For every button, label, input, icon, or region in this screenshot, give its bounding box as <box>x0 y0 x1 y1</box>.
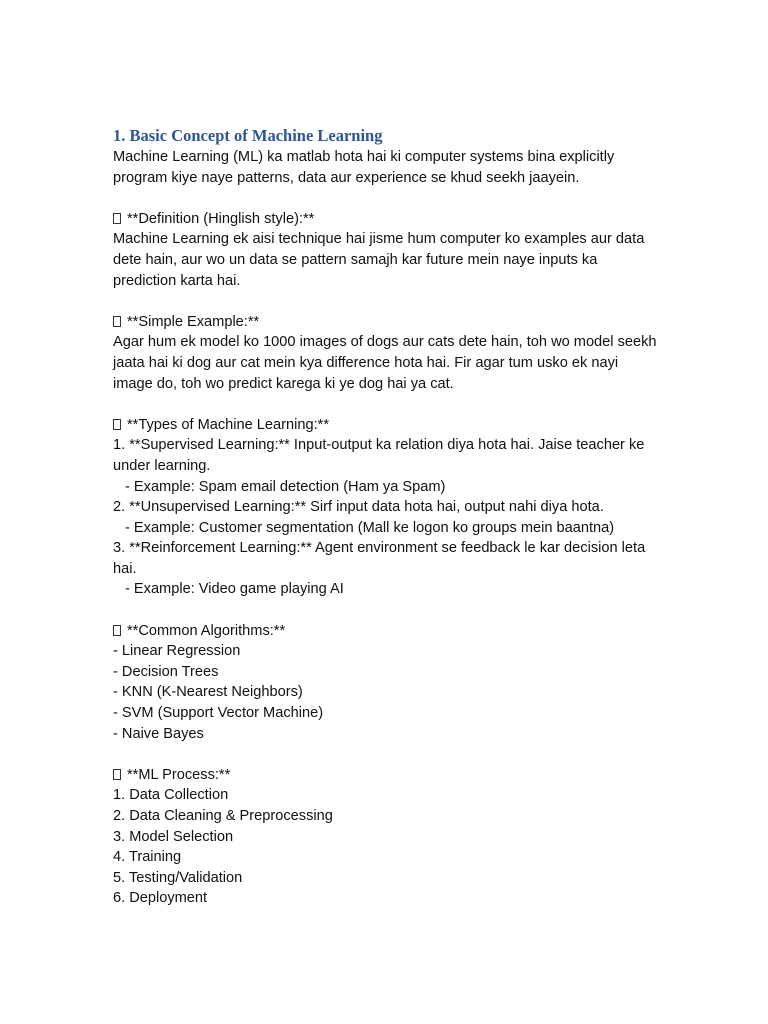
spacer <box>113 744 658 765</box>
missing-glyph-icon <box>113 769 121 780</box>
definition-title <box>113 209 658 230</box>
algorithm-item: - KNN (K-Nearest Neighbors) <box>113 684 303 701</box>
types-item-example: - Example: Spam email detection (Ham ya Spam) <box>125 478 446 495</box>
types-item: 1. **Supervised Learning:** Input-output ka relation diya hota hai. Jaise teacher ke under learning. <box>113 437 645 474</box>
types-item-example: - Example: Video game playing AI <box>125 581 344 598</box>
process-step: 6. Deployment <box>113 890 208 907</box>
types-item: 2. **Unsupervised Learning:** Sirf input data hota hai, output nahi diya hota. <box>113 499 604 516</box>
types-item: 3. **Reinforcement Learning:** Agent environment se feedback le kar decision leta hai. <box>113 540 646 577</box>
spacer <box>113 291 658 312</box>
types-title-text: **Types of Machine Learning:** <box>127 416 330 433</box>
missing-glyph-icon <box>113 625 121 636</box>
process-step: 5. Testing/Validation <box>113 869 243 886</box>
document-content <box>113 125 658 909</box>
process-step: 4. Training <box>113 849 182 866</box>
missing-glyph-icon <box>113 419 121 430</box>
spacer <box>113 188 658 209</box>
process-step: 3. Model Selection <box>113 828 234 845</box>
algorithm-item: - Naive Bayes <box>113 725 204 742</box>
algorithm-item: - Linear Regression <box>113 643 241 660</box>
process-step: 2. Data Cleaning & Preprocessing <box>113 808 333 824</box>
section-heading: 1. Basic Concept of Machine Learning <box>113 126 383 145</box>
algorithm-item: - SVM (Support Vector Machine) <box>113 705 324 722</box>
spacer <box>113 600 658 621</box>
algorithms-title-text: **Common Algorithms:** <box>127 622 286 639</box>
algorithm-item: - Decision Trees <box>113 663 219 680</box>
algorithms-title <box>113 621 658 642</box>
process-title-text: **ML Process:** <box>127 766 231 783</box>
definition-title-text: **Definition (Hinglish style):** <box>127 210 315 227</box>
missing-glyph-icon <box>113 316 121 327</box>
types-item-example: - Example: Customer segmentation (Mall ke logon ko groups mein baantna) <box>125 519 615 536</box>
intro-paragraph: Machine Learning (ML) ka matlab hota hai ki computer systems bina explicitly program kiye naye patterns, data aur experience se khud seekh jaayein. <box>113 149 615 186</box>
missing-glyph-icon <box>113 213 121 224</box>
types-title <box>113 415 658 436</box>
example-title <box>113 312 658 333</box>
definition-paragraph: Machine Learning ek aisi technique hai jisme hum computer ko examples aur data dete hain, aur wo un data se pattern samajh kar future mein naye inputs ka prediction karta hai. <box>113 231 645 289</box>
example-paragraph: Agar hum ek model ko 1000 images of dogs aur cats dete hain, toh wo model seekh jaata hai ki dog aur cat mein kya difference hota hai. Fir agar tum usko ek nayi image do, toh wo predict karega ki ye dog hai ya cat. <box>113 334 657 392</box>
example-title-text: **Simple Example:** <box>127 313 260 330</box>
spacer <box>113 394 658 415</box>
process-title <box>113 765 658 786</box>
process-step: 1. Data Collection <box>113 787 229 804</box>
